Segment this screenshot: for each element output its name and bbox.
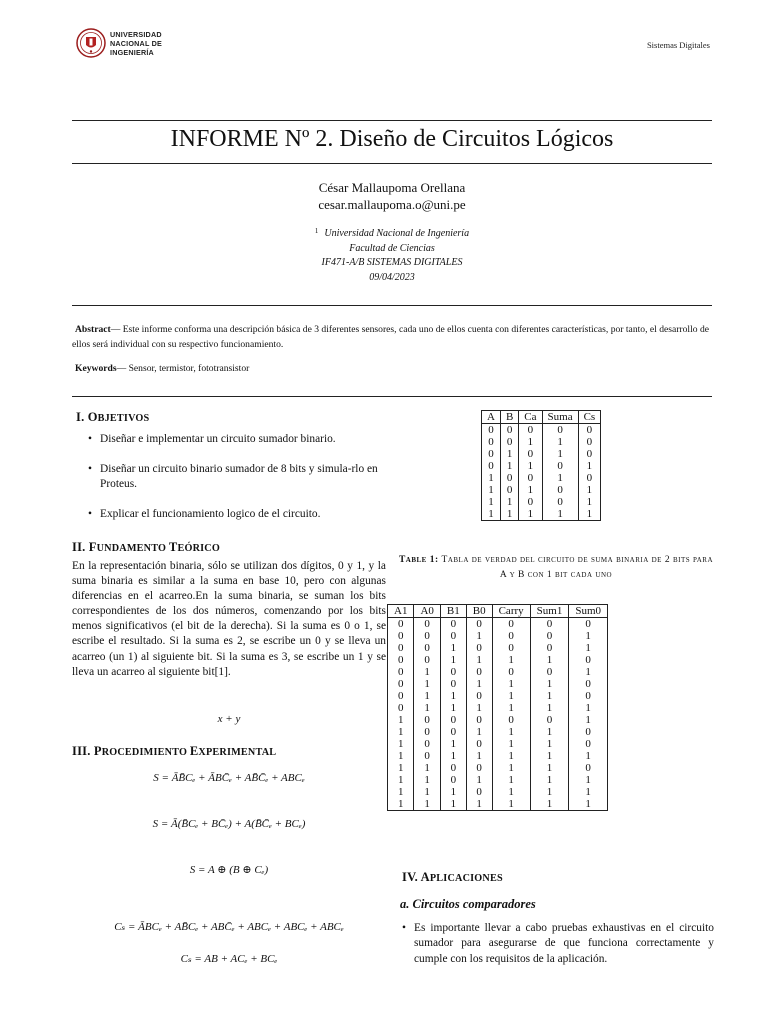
table-row: 1 0 0 1 1 1 0 <box>388 726 608 738</box>
affiliation-faculty: Facultad de Ciencias <box>349 242 435 254</box>
caption-label: Table 1: <box>398 555 439 565</box>
table-row: 0 1 0 1 1 1 0 <box>388 678 608 690</box>
table-header: B <box>500 411 518 424</box>
table-row: 1 1 0 1 1 1 1 <box>388 774 608 786</box>
table-header: Carry <box>492 605 530 618</box>
table-row: 1 0 1 1 1 1 1 <box>388 750 608 762</box>
table-row: 1 0 1 0 1 1 0 <box>388 738 608 750</box>
abstract <box>72 322 712 352</box>
equation-carry-2: Cₛ = AB + ACₑ + BCₑ <box>180 953 278 965</box>
equation-sum-2: S = Ā(B̄Cₑ + BC̄ₑ) + A(B̄C̄ₑ + BCₑ) <box>152 818 306 830</box>
affiliation-block <box>72 224 712 285</box>
table-header: B0 <box>466 605 492 618</box>
abstract-rule <box>72 305 712 306</box>
truth-table-1 <box>481 410 601 521</box>
table-header: A1 <box>388 605 414 618</box>
table-row: 0 0 1 1 0 <box>482 436 601 448</box>
table-row: 1 1 1 0 1 1 1 <box>388 786 608 798</box>
table-header: Cs <box>578 411 601 424</box>
table-row: 1 1 0 0 1 <box>482 496 601 508</box>
table-row: 1 0 0 1 0 <box>482 472 601 484</box>
section-fundamento-heading: II. FUNDAMENTO TEÓRICO <box>72 540 220 554</box>
affiliation-date: 09/04/2023 <box>369 271 415 283</box>
keywords <box>75 363 715 374</box>
list-item: • Explicar el funcionamiento logico de el circuito. <box>88 507 384 522</box>
running-title: Sistemas Digitales <box>646 40 710 50</box>
table-1-caption <box>398 553 714 583</box>
table-row: 0 0 1 1 1 1 0 <box>388 654 608 666</box>
abstract-text: — Este informe conforma una descripción básica de 3 diferentes sensores, cada uno de ellos cuenta con diferentes características, por tanto, el desarrollo de ellos será individual con su respectivo funcionamiento. <box>72 324 710 350</box>
table-row: 0 0 0 1 0 0 1 <box>388 630 608 642</box>
author-name: César Mallaupoma Orellana <box>318 180 466 195</box>
table-row: 0 1 1 1 1 1 1 <box>388 702 608 714</box>
list-item: • Es importante llevar a cabo pruebas exhaustivas en el circuito sumador para asegurarse de que funciona correctamente y cumple con los requisitos de la aplicación. <box>402 921 714 967</box>
table-row: 0 1 1 0 1 1 0 <box>388 690 608 702</box>
logo-wordmark: UNIVERSIDAD NACIONAL DE INGENIERÍA <box>110 30 162 57</box>
author-email: cesar.mallaupoma.o@uni.pe <box>318 197 466 212</box>
table-header: Sum1 <box>530 605 569 618</box>
affiliation-university: Universidad Nacional de Ingeniería <box>324 228 470 239</box>
table-row: 0 0 0 0 0 <box>482 424 601 437</box>
table-header: A0 <box>414 605 440 618</box>
university-logo <box>76 28 196 62</box>
section-procedimiento-heading: III. PROCEDIMIENTO EXPERIMENTAL <box>72 744 277 758</box>
table-header: A <box>482 411 501 424</box>
title-rule-top <box>72 120 712 121</box>
table-row: 0 1 0 1 0 <box>482 448 601 460</box>
affiliation-mark: 1 <box>314 227 319 235</box>
table-header: B1 <box>440 605 466 618</box>
body-rule <box>72 396 712 397</box>
equation-carry-1: Cₛ = ĀBCₑ + AB̄Cₑ + ABC̄ₑ + ABCₑ + ABCₑ + ABCₑ <box>114 921 344 933</box>
abstract-label: Abstract <box>75 324 111 335</box>
list-item: • Diseñar e implementar un circuito sumador binario. <box>88 432 384 447</box>
table-row: 1 1 1 1 1 1 1 <box>388 798 608 811</box>
table-row: 1 1 0 0 1 1 0 <box>388 762 608 774</box>
truth-table-2 <box>387 604 608 811</box>
equation-sum-3: S = A ⊕ (B ⊕ Cₑ) <box>189 864 269 876</box>
title-rule-bottom <box>72 163 712 164</box>
table-row: 1 1 1 1 1 <box>482 508 601 521</box>
table-row: 0 1 0 0 0 0 1 <box>388 666 608 678</box>
table-row: 0 0 0 0 0 0 0 <box>388 618 608 631</box>
section-objetivos-heading: I. OBJETIVOS <box>76 410 150 424</box>
keywords-text: — Sensor, termistor, fototransistor <box>116 363 250 374</box>
keywords-label: Keywords <box>75 363 117 374</box>
table-row: 1 0 1 0 1 <box>482 484 601 496</box>
subsection-comparadores: a. Circuitos comparadores <box>400 897 536 911</box>
table-header: Ca <box>519 411 542 424</box>
table-row: 0 1 1 0 1 <box>482 460 601 472</box>
equation-sum-1: S = ĀB̄Cₑ + ĀBC̄ₑ + AB̄C̄ₑ + ABCₑ <box>153 772 305 784</box>
theory-paragraph: En la representación binaria, sólo se utilizan dos dígitos, 0 y 1, y la suma binaria es similar a la suma en base 10, pero con algunas diferencias en el acarreo.En la suma binaria, se suman los bits correspondientes de los dos números, comenzando por los bits menos significativos (el bit de la derecha). Si la suma es 0 o 1, se escribe el resultado. Si la suma es 2, se escribe un 0 y se lleva un acarreo (un 1) al siguiente bit. Si la suma es 3, se escribe un 1 y se lleva un acarreo al siguiente bit[1]. <box>72 560 386 678</box>
table-row: 1 0 0 0 0 0 1 <box>388 714 608 726</box>
section-aplicaciones-heading: IV. APLICACIONES <box>402 870 503 884</box>
table-row: 0 0 1 0 0 0 1 <box>388 642 608 654</box>
paper-title: INFORME Nº 2. Diseño de Circuitos Lógicos <box>170 126 614 152</box>
university-seal-icon <box>76 28 106 58</box>
equation-x-plus-y: x + y <box>217 713 241 725</box>
author-block <box>72 179 712 213</box>
list-item: • Diseñar un circuito binario sumador de 8 bits y simula-rlo en Proteus. <box>88 462 384 492</box>
table-header: Sum0 <box>569 605 608 618</box>
caption-text: Tabla de verdad del circuito de suma binaria de 2 bits para A y B con 1 bit cada uno <box>441 555 714 580</box>
applications-list <box>402 921 714 967</box>
affiliation-course: IF471-A/B SISTEMAS DIGITALES <box>321 257 463 268</box>
table-header: Suma <box>542 411 578 424</box>
